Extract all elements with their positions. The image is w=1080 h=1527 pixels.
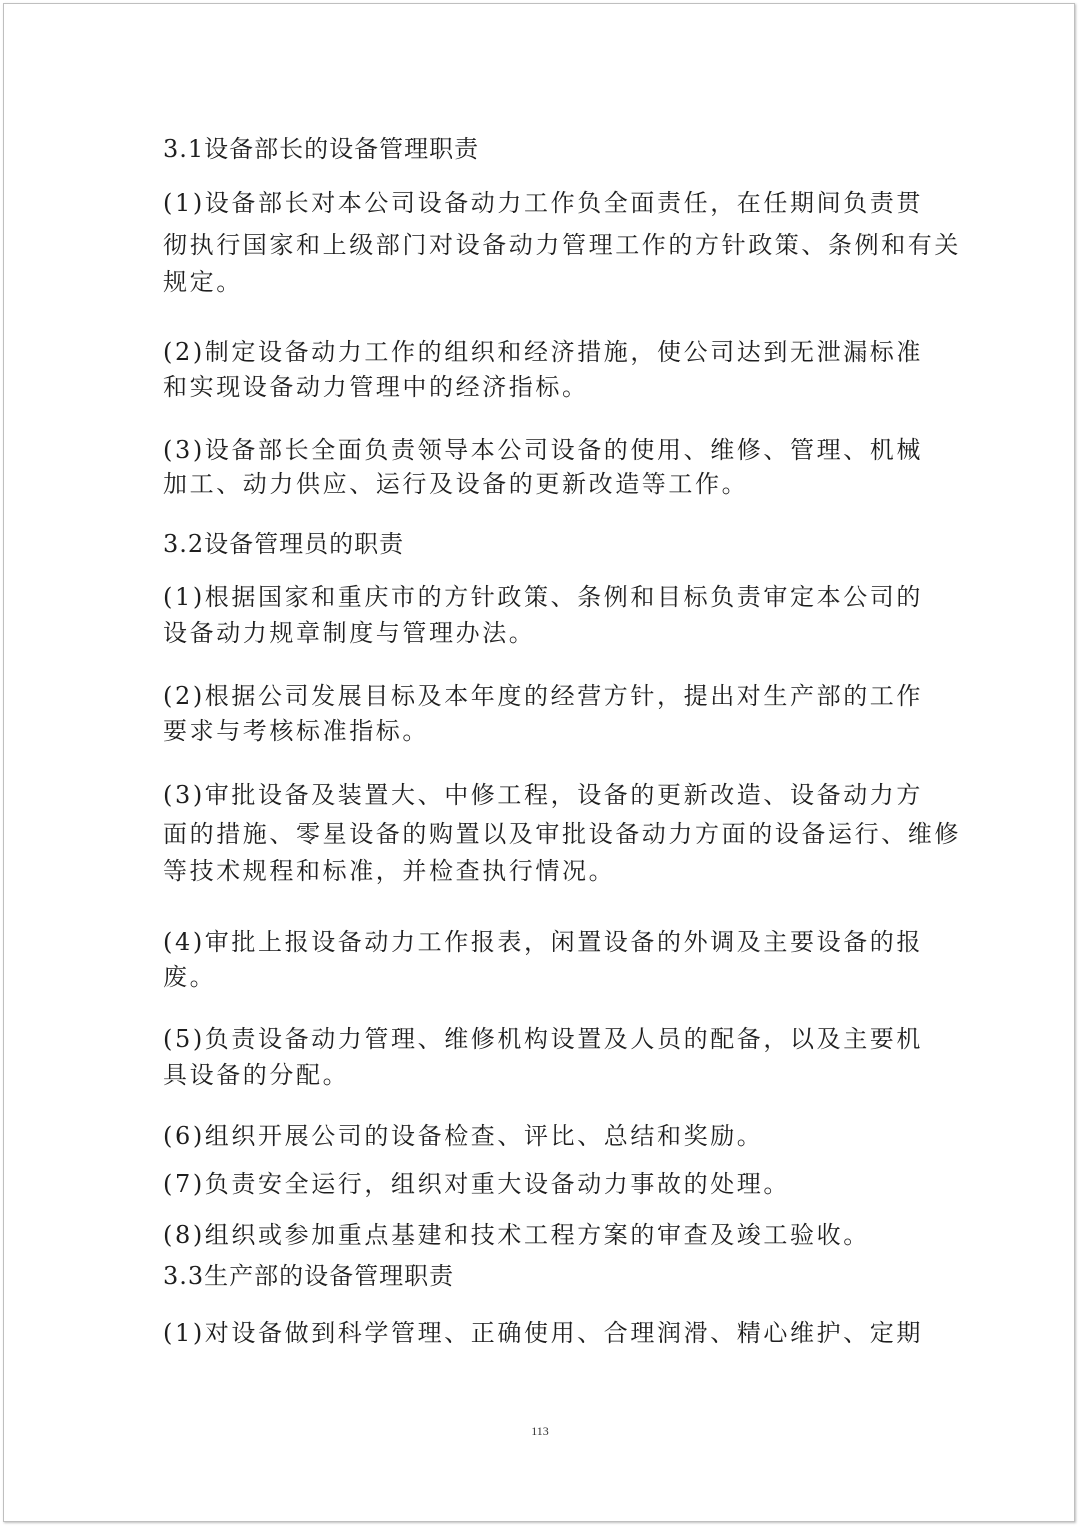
page-number: 113 (531, 1424, 549, 1438)
paragraph-line: 等技术规程和标准，并检查执行情况。 (163, 857, 616, 885)
paragraph-line: 加工、动力供应、运行及设备的更新改造等工作。 (163, 470, 749, 498)
paragraph-line: 要求与考核标准指标。 (163, 717, 429, 745)
section-heading: 3.1设备部长的设备管理职责 (163, 135, 480, 163)
paragraph-line: 设备动力规章制度与管理办法。 (163, 619, 536, 647)
paragraph-line: 面的措施、零星设备的购置以及审批设备动力方面的设备运行、维修 (163, 820, 961, 848)
paragraph-line: (8)组织或参加重点基建和技术工程方案的审查及竣工验收。 (163, 1221, 870, 1249)
paragraph-line: 规定。 (163, 268, 243, 296)
paragraph-line: (3)审批设备及装置大、中修工程，设备的更新改造、设备动力方 (163, 781, 923, 809)
paragraph-line: (6)组织开展公司的设备检查、评比、总结和奖励。 (163, 1122, 764, 1150)
paragraph-line: (4)审批上报设备动力工作报表，闲置设备的外调及主要设备的报 (163, 928, 923, 956)
paragraph-line: (2)制定设备动力工作的组织和经济措施，使公司达到无泄漏标准 (163, 338, 923, 366)
paragraph-line: (1)根据国家和重庆市的方针政策、条例和目标负责审定本公司的 (163, 583, 923, 611)
section-heading: 3.3生产部的设备管理职责 (163, 1262, 455, 1290)
paragraph-line: 和实现设备动力管理中的经济指标。 (163, 373, 589, 401)
paragraph-line: (2)根据公司发展目标及本年度的经营方针，提出对生产部的工作 (163, 682, 923, 710)
paragraph-line: 废。 (163, 963, 217, 991)
paragraph-line: (5)负责设备动力管理、维修机构设置及人员的配备，以及主要机 (163, 1025, 923, 1053)
paragraph-line: (1)对设备做到科学管理、正确使用、合理润滑、精心维护、定期 (163, 1319, 923, 1347)
paragraph-line: 彻执行国家和上级部门对设备动力管理工作的方针政策、条例和有关 (163, 231, 961, 259)
section-heading: 3.2设备管理员的职责 (163, 530, 405, 558)
paragraph-line: (3)设备部长全面负责领导本公司设备的使用、维修、管理、机械 (163, 436, 923, 464)
paragraph-line: (1)设备部长对本公司设备动力工作负全面责任，在任期间负责贯 (163, 189, 923, 217)
paragraph-line: 具设备的分配。 (163, 1061, 350, 1089)
paragraph-line: (7)负责安全运行，组织对重大设备动力事故的处理。 (163, 1170, 790, 1198)
